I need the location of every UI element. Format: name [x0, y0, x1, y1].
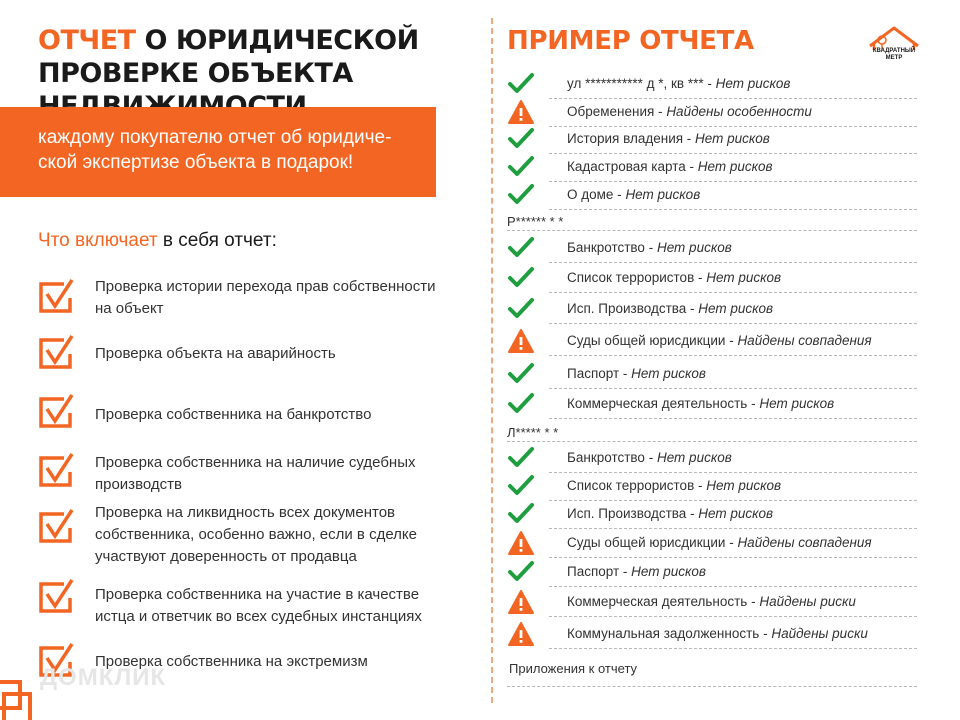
checkmark-icon — [507, 264, 535, 292]
report-row-result: Нет рисков — [706, 270, 782, 285]
includes-item-text: Проверка на ликвидность всех документов собственника, особенно важно, если в сделке участвуют доверенность от продавца — [95, 504, 417, 565]
warning-icon — [507, 529, 535, 557]
report-row-label — [567, 478, 781, 493]
kvadratny-metr-logo — [862, 20, 926, 72]
report-row-label — [567, 535, 872, 550]
report-row-result: Нет рисков — [697, 159, 773, 174]
report-row-name: ул *********** д *, кв *** - — [567, 76, 716, 91]
report-row-label — [567, 396, 834, 411]
report-row-name: Коммерческая деятельность - — [567, 594, 760, 609]
report-row-result: Нет рисков — [656, 450, 732, 465]
checkmark-icon — [507, 500, 535, 528]
report-row-label — [567, 333, 872, 348]
includes-heading-accent: Что включает — [38, 230, 158, 251]
owner-1-divider — [507, 230, 917, 231]
report-row-divider — [549, 262, 917, 263]
report-row-divider — [549, 388, 917, 389]
checkmark-icon — [507, 444, 535, 472]
includes-heading-rest: в себя отчет: — [157, 230, 277, 251]
appendix-divider — [507, 686, 917, 687]
report-row-label — [567, 626, 868, 641]
report-row-label — [567, 366, 706, 381]
domclick-watermark: ДОМКЛИК — [40, 664, 167, 691]
report-row-result: Найдены риски — [759, 594, 856, 609]
report-row-result: Нет рисков — [695, 131, 770, 146]
report-row-result: Нет рисков — [698, 506, 774, 521]
report-row-label — [567, 270, 781, 285]
report-row-label — [567, 564, 706, 579]
report-row-result: Нет рисков — [759, 396, 835, 411]
gift-banner-line-2: ской экспертизе объекта в подарок! — [38, 152, 354, 173]
checkbox-checked-icon — [38, 508, 74, 544]
report-row-label — [567, 187, 700, 202]
report-row-name: Банкротство - — [567, 450, 657, 465]
checkmark-icon — [507, 70, 535, 98]
report-row-label — [567, 159, 773, 174]
checkbox-checked-icon — [38, 578, 74, 614]
report-row-result: Найдены особенности — [666, 104, 812, 119]
warning-icon — [507, 620, 535, 648]
checkmark-icon — [507, 558, 535, 586]
report-row-label — [567, 240, 732, 255]
gift-banner — [0, 107, 436, 197]
includes-item-text: Проверка собственника на банкротство — [95, 406, 372, 423]
report-row-name: Список террористов - — [567, 270, 707, 285]
includes-heading — [38, 230, 277, 252]
report-row-label — [567, 594, 856, 609]
gift-banner-line-1: каждому покупателю отчет об юридиче- — [38, 127, 392, 148]
report-row-divider — [549, 648, 917, 649]
report-row-name: О доме - — [567, 187, 626, 202]
report-row-name: Коммунальная задолженность - — [567, 626, 772, 641]
report-row-divider — [549, 292, 917, 293]
checkmark-icon — [507, 125, 535, 153]
report-row-divider — [549, 500, 917, 501]
report-row-name: Кадастровая карта - — [567, 159, 698, 174]
column-divider — [491, 18, 493, 703]
checkmark-icon — [507, 234, 535, 262]
report-row-result: Найдены совпадения — [737, 535, 872, 550]
report-row-name: Суды общей юрисдикции - — [567, 535, 738, 550]
report-row-name: Суды общей юрисдикции - — [567, 333, 738, 348]
report-row-name: Исп. Производства - — [567, 301, 699, 316]
report-row-name: Обременения - — [567, 104, 667, 119]
report-row-divider — [549, 126, 917, 127]
report-row-divider — [549, 98, 917, 99]
owner-2-label: Л***** * * — [507, 425, 559, 440]
report-row-label — [567, 301, 773, 316]
report-row-divider — [549, 557, 917, 558]
report-title-rest: О ЮРИДИЧЕСКОЙ ПРОВЕРКЕ ОБЪЕКТА — [38, 25, 419, 89]
report-row-result: Нет рисков — [698, 301, 774, 316]
checkbox-checked-icon — [38, 393, 74, 429]
appendix-link[interactable]: Приложения к отчету — [509, 661, 638, 676]
checkmark-icon — [507, 295, 535, 323]
report-row-result: Нет рисков — [706, 478, 782, 493]
report-row-name: Коммерческая деятельность - — [567, 396, 760, 411]
report-row-name: Список террористов - — [567, 478, 707, 493]
includes-item-text: Проверка объекта на аварийность — [95, 345, 336, 362]
report-row-label — [567, 76, 790, 91]
includes-item-text: Проверка собственника на экстремизм — [95, 653, 368, 670]
logo-text-line-2: МЕТР — [885, 55, 903, 61]
warning-icon — [507, 327, 535, 355]
report-row-label — [567, 104, 812, 119]
includes-item-text: Проверка истории перехода прав собственности на объект — [95, 278, 436, 317]
report-row-result: Нет рисков — [656, 240, 732, 255]
report-row-divider — [549, 586, 917, 587]
checkmark-icon — [507, 360, 535, 388]
logo-text-line-1: КВАДРАТНЫЙ — [872, 48, 916, 54]
report-row-label — [567, 450, 732, 465]
report-row-result: Нет рисков — [631, 564, 706, 579]
report-row-result: Нет рисков — [631, 366, 706, 381]
checkmark-icon — [507, 153, 535, 181]
checkmark-icon — [507, 181, 535, 209]
report-row-result: Найдены риски — [771, 626, 868, 641]
report-row-divider — [549, 616, 917, 617]
report-row-divider — [549, 323, 917, 324]
report-row-result: Нет рисков — [715, 76, 791, 91]
warning-icon — [507, 588, 535, 616]
checkbox-checked-icon — [38, 452, 74, 488]
report-row-name: Паспорт - — [567, 564, 632, 579]
report-row-divider — [549, 472, 917, 473]
report-title-accent: ОТЧЕТ — [38, 25, 136, 56]
report-row-name: История владения - — [567, 131, 696, 146]
checkmark-icon — [507, 390, 535, 418]
report-row-divider — [549, 209, 917, 210]
owner-2-divider — [507, 441, 917, 442]
includes-item-text: Проверка собственника на наличие судебных производств — [95, 454, 416, 493]
owner-1-label: Р****** * * — [507, 214, 564, 229]
report-row-divider — [549, 528, 917, 529]
report-row-result: Найдены совпадения — [737, 333, 872, 348]
example-title: ПРИМЕР ОТЧЕТА — [507, 26, 754, 56]
checkbox-checked-icon — [38, 334, 74, 370]
corner-decoration — [0, 676, 40, 720]
checkmark-icon — [507, 472, 535, 500]
report-row-label — [567, 131, 770, 146]
includes-item-text: Проверка собственника на участие в качестве истца и ответчик во всех судебных инстанциях — [95, 586, 422, 625]
report-row-divider — [549, 181, 917, 182]
checkbox-checked-icon — [38, 278, 74, 314]
warning-icon — [507, 98, 535, 126]
report-row-name: Банкротство - — [567, 240, 657, 255]
report-row-result: Нет рисков — [625, 187, 701, 202]
logo-text — [862, 48, 926, 62]
report-row-divider — [549, 418, 917, 419]
report-row-divider — [549, 355, 917, 356]
report-row-name: Паспорт - — [567, 366, 632, 381]
report-row-divider — [549, 153, 917, 154]
report-row-label — [567, 506, 773, 521]
report-row-name: Исп. Производства - — [567, 506, 699, 521]
